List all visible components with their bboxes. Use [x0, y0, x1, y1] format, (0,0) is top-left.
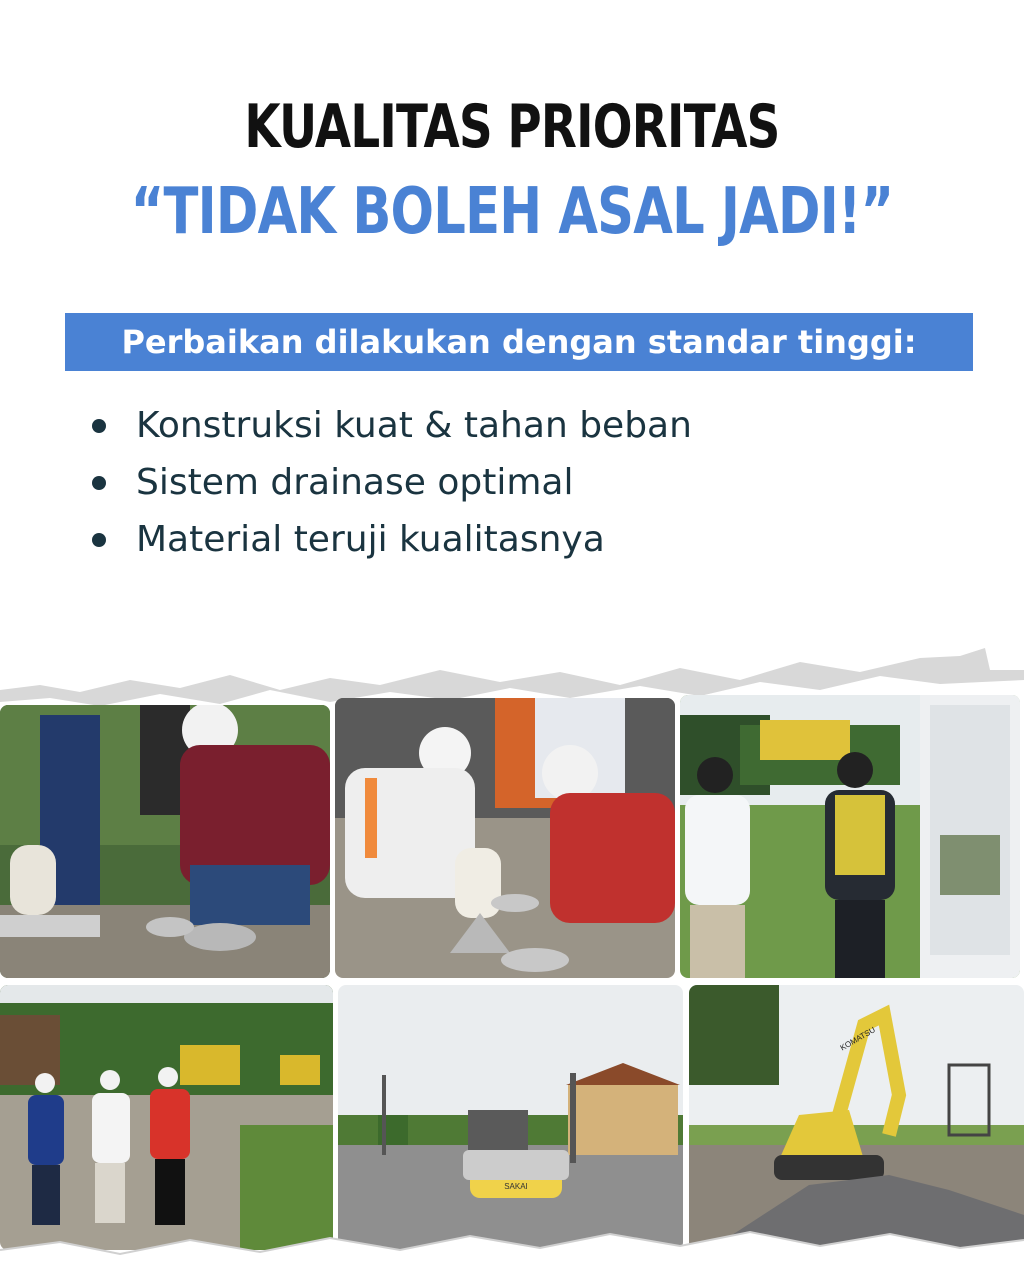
photo-site-briefing [680, 695, 1020, 978]
list-item [90, 511, 692, 568]
standards-banner-label: Perbaikan dilakukan dengan standar tinggi: [121, 323, 917, 361]
material-testing-image [0, 705, 330, 978]
list-item [90, 454, 692, 511]
photo-excavator-gravel [689, 985, 1024, 1250]
list-item-label: Material teruji kualitasnya [136, 519, 605, 560]
excavator-gravel-image [689, 985, 1024, 1250]
list-item [90, 397, 692, 454]
photo-road-inspection [0, 985, 333, 1250]
road-roller-image [338, 985, 683, 1250]
excavator-brand-label: KOMATSU [838, 1025, 877, 1053]
headline-quote: “TIDAK BOLEH ASAL JADI!” [130, 175, 894, 249]
standards-banner [65, 313, 973, 371]
road-inspection-image [0, 985, 333, 1250]
bullet-icon [92, 476, 106, 490]
headline-title: KUALITAS PRIORITAS [244, 92, 780, 162]
bullet-icon [92, 419, 106, 433]
list-item-label: Sistem drainase optimal [136, 462, 574, 503]
bullet-icon [92, 533, 106, 547]
torn-paper-bottom-edge [0, 1220, 1024, 1280]
roller-brand-label: SAKAI [504, 1182, 528, 1191]
photo-material-testing-1 [0, 705, 330, 978]
list-item-label: Konstruksi kuat & tahan beban [136, 405, 692, 446]
material-testing-image [335, 698, 675, 978]
photo-road-roller [338, 985, 683, 1250]
photo-material-testing-2 [335, 698, 675, 978]
quality-points-list [90, 397, 692, 568]
site-briefing-image [680, 695, 1020, 978]
